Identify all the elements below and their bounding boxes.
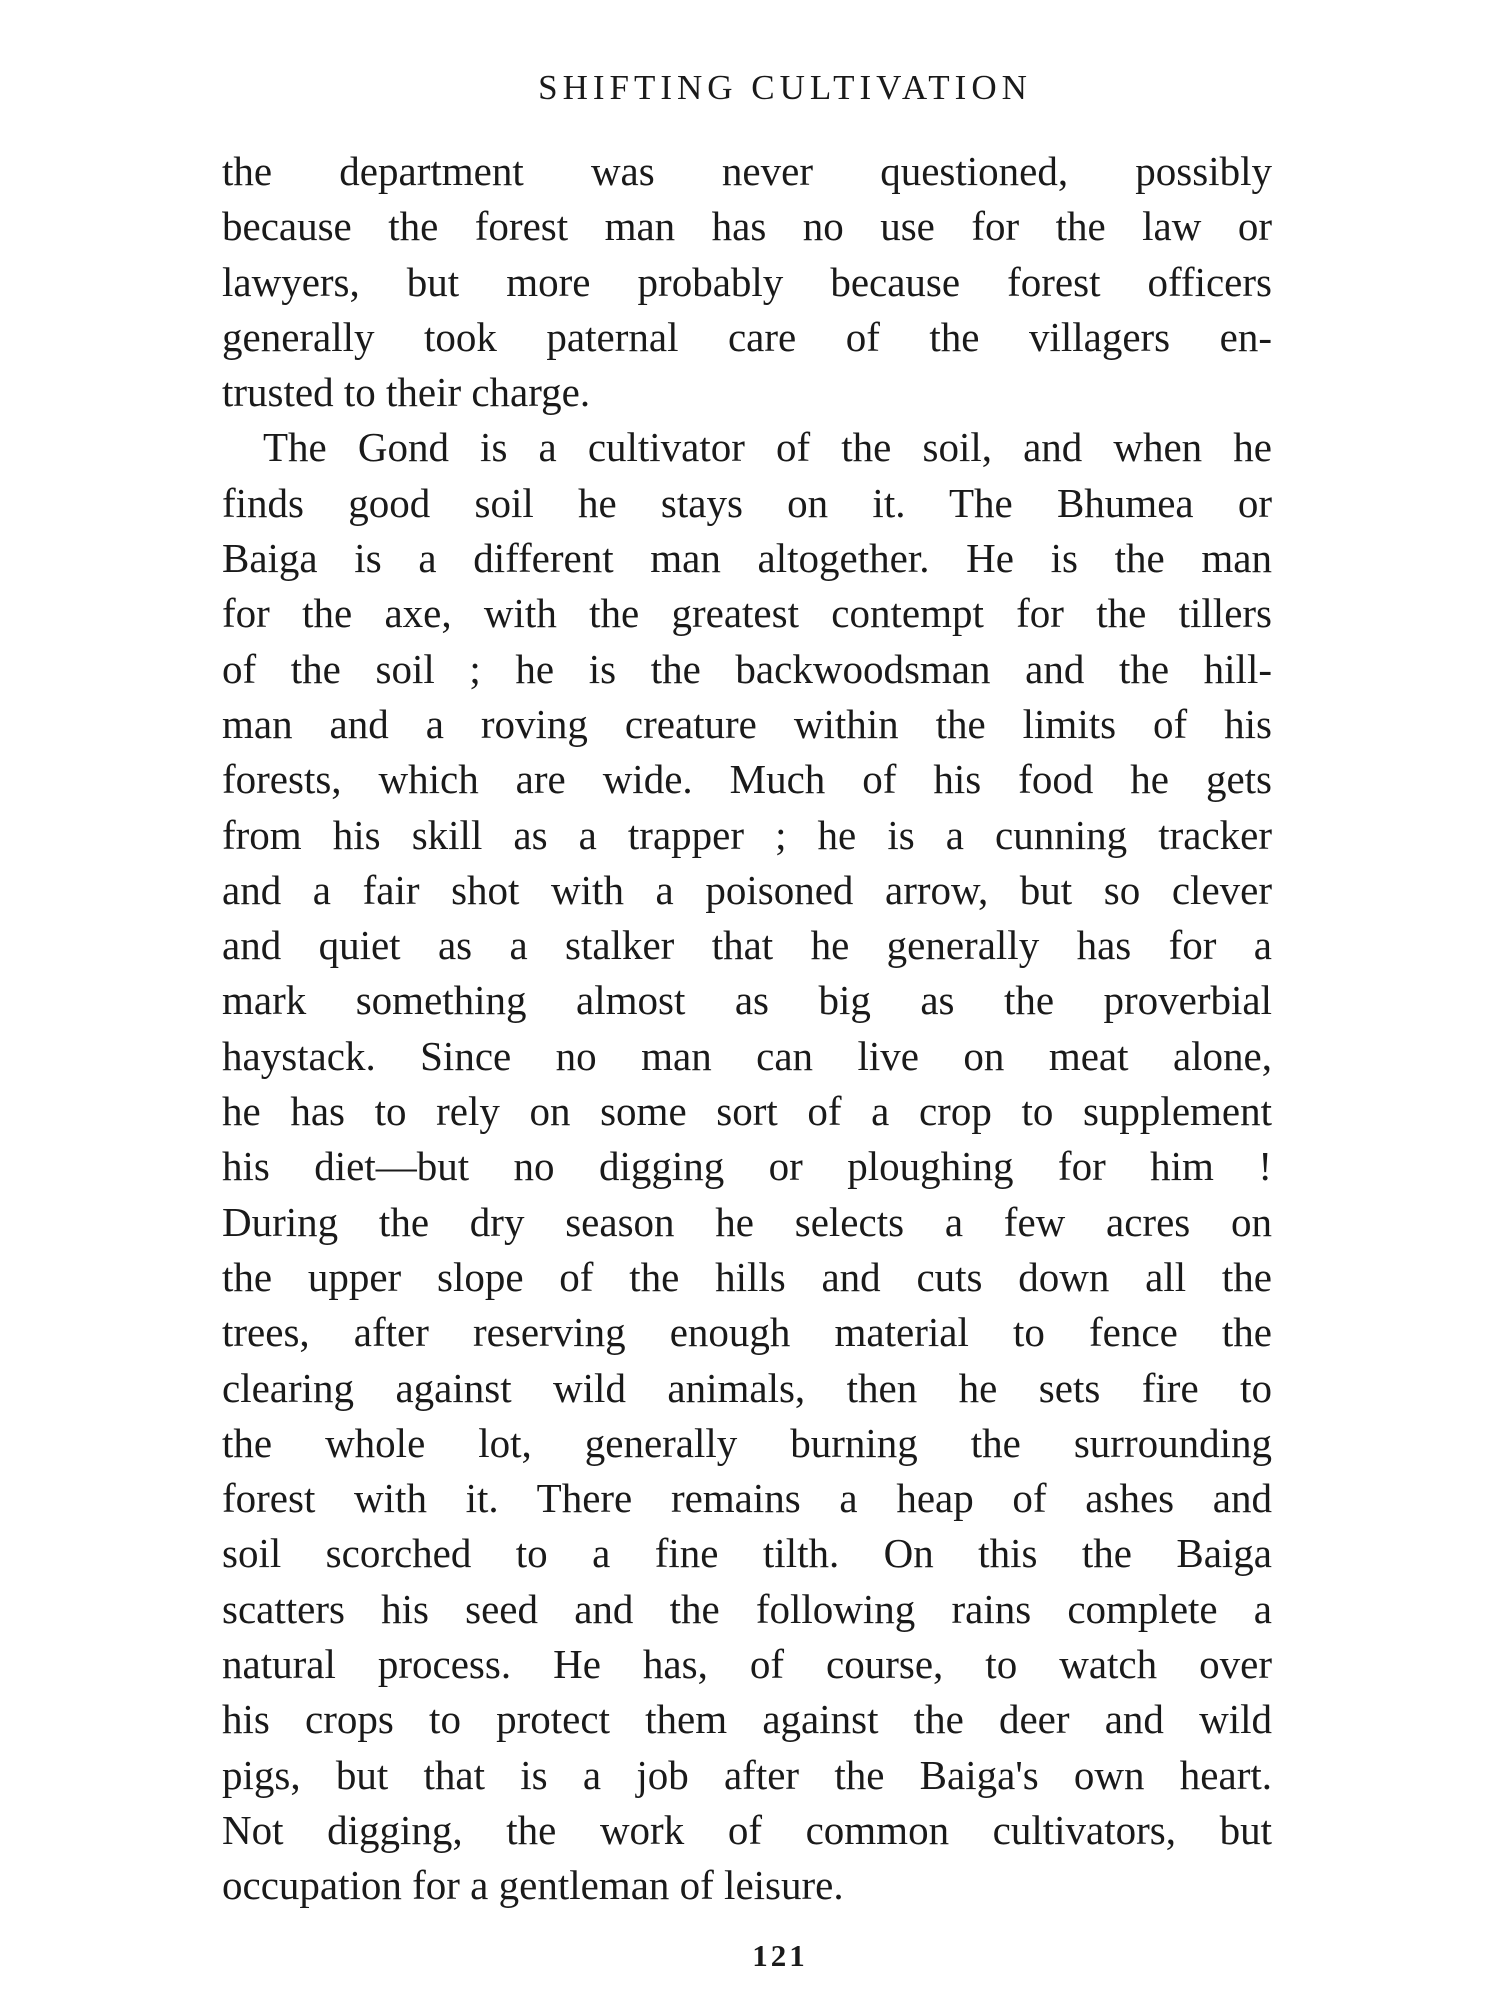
text-line: his crops to protect them against the deer and wild	[222, 1696, 1272, 1743]
text-line: clearing against wild animals, then he sets fire to	[222, 1364, 1272, 1411]
text-line: the whole lot, generally burning the surrounding	[222, 1419, 1272, 1466]
text-line: and a fair shot with a poisoned arrow, but so clever	[222, 866, 1272, 913]
text-line: soil scorched to a fine tilth. On this the Baiga	[222, 1530, 1272, 1577]
paragraph-gond-baiga	[222, 420, 1272, 1913]
text-line: forest with it. There remains a heap of ashes and	[222, 1475, 1272, 1522]
text-line: man and a roving creature within the limits of his	[222, 700, 1272, 747]
running-head: SHIFTING CULTIVATION	[538, 68, 1032, 107]
text-line: scatters his seed and the following rains complete a	[222, 1585, 1272, 1632]
text-line: natural process. He has, of course, to watch over	[222, 1641, 1272, 1688]
text-line: finds good soil he stays on it. The Bhumea or	[222, 479, 1272, 526]
page-number: 121	[752, 1938, 808, 1973]
paragraph-continued	[222, 144, 1272, 420]
text-line: generally took paternal care of the villagers en-	[222, 313, 1272, 360]
text-line: trusted to their charge.	[222, 369, 591, 416]
text-line: because the forest man has no use for the law or	[222, 203, 1272, 250]
text-line: occupation for a gentleman of leisure.	[222, 1862, 844, 1909]
body-text	[222, 144, 1272, 1914]
text-line: of the soil ; he is the backwoodsman and the hill-	[222, 645, 1272, 692]
text-line: from his skill as a trapper ; he is a cunning tracker	[222, 811, 1272, 858]
text-line: Not digging, the work of common cultivators, but	[222, 1806, 1272, 1853]
text-line: for the axe, with the greatest contempt for the tillers	[222, 590, 1272, 637]
text-line: Baiga is a different man altogether. He is the man	[222, 535, 1272, 582]
text-line: lawyers, but more probably because forest officers	[222, 258, 1272, 305]
text-line: The Gond is a cultivator of the soil, and when he	[263, 424, 1272, 471]
text-line: haystack. Since no man can live on meat alone,	[222, 1032, 1272, 1079]
text-line: his diet—but no digging or ploughing for him !	[222, 1143, 1272, 1190]
text-line: the upper slope of the hills and cuts down all the	[222, 1253, 1272, 1300]
text-line: the department was never questioned, possibly	[222, 148, 1272, 194]
text-line: and quiet as a stalker that he generally has for a	[222, 922, 1272, 969]
text-line: mark something almost as big as the proverbial	[222, 977, 1272, 1024]
text-line: During the dry season he selects a few acres on	[222, 1198, 1272, 1245]
text-line: pigs, but that is a job after the Baiga's own heart.	[222, 1751, 1272, 1798]
text-line: he has to rely on some sort of a crop to supplement	[222, 1088, 1272, 1135]
text-line: trees, after reserving enough material to fence the	[222, 1309, 1272, 1356]
text-line: forests, which are wide. Much of his food he gets	[222, 756, 1272, 803]
